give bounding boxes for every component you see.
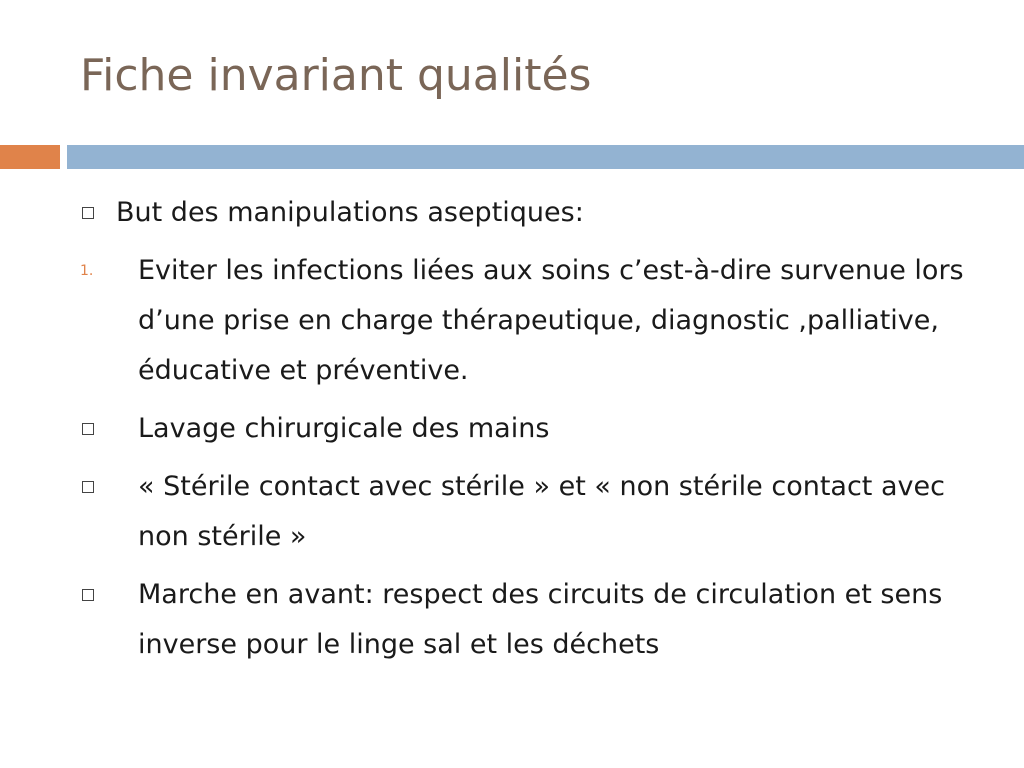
list-item <box>80 462 990 562</box>
list-number: 1. <box>80 263 94 279</box>
list-item-text: Lavage chirurgicale des mains <box>138 413 550 444</box>
square-bullet-icon <box>82 423 94 435</box>
square-bullet-icon <box>82 481 94 493</box>
bullet-list <box>80 188 990 678</box>
list-item <box>80 246 990 396</box>
list-item <box>80 404 990 454</box>
square-bullet-icon <box>82 207 94 219</box>
square-bullet-icon <box>82 589 94 601</box>
accent-bar-orange <box>0 145 60 169</box>
list-item-text: Marche en avant: respect des circuits de circulation et sens inverse pour le linge sal et les déchets <box>138 579 943 660</box>
list-item-text: « Stérile contact avec stérile » et « non stérile contact avec non stérile » <box>138 471 945 552</box>
list-item-text: Eviter les infections liées aux soins c’est-à-dire survenue lors d’une prise en charge thérapeutique, diagnostic ,palliative, éducative et préventive. <box>138 255 964 386</box>
slide-title: Fiche invariant qualités <box>80 50 592 101</box>
list-item <box>80 570 990 670</box>
list-item <box>80 188 990 238</box>
list-item-text: But des manipulations aseptiques: <box>116 197 584 228</box>
accent-bar-blue <box>67 145 1024 169</box>
